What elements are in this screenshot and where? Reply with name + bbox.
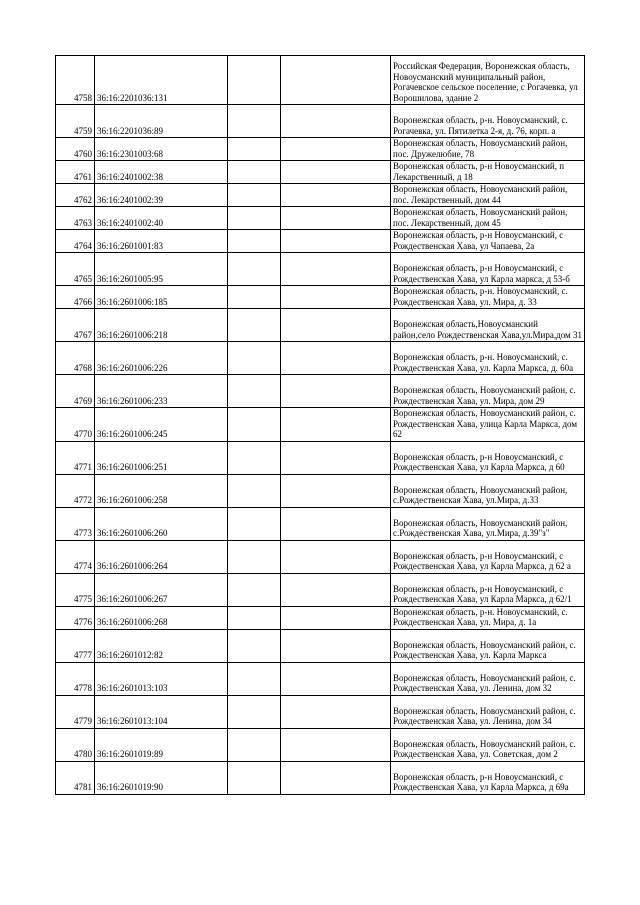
row-number-cell: 4771 <box>56 441 95 474</box>
row-number-cell: 4781 <box>56 761 95 794</box>
cadastral-number-cell: 36:16:2601006:251 <box>95 441 228 474</box>
row-number-cell: 4763 <box>56 207 95 230</box>
table-row <box>56 474 585 507</box>
empty-cell <box>281 342 391 375</box>
table-row <box>56 573 585 606</box>
empty-cell <box>281 56 391 105</box>
row-number-cell: 4761 <box>56 161 95 184</box>
cadastral-number-cell: 36:16:2601006:258 <box>95 474 228 507</box>
cadastral-number-cell: 36:16:2601006:245 <box>95 408 228 442</box>
address-cell: Воронежская область, р-н Новоусманский, с Рождественская Хава, ул Карла Маркса, д 60 <box>391 441 585 474</box>
row-number-cell: 4769 <box>56 375 95 408</box>
table-row <box>56 540 585 573</box>
address-cell: Воронежская область, Новоусманский район, с. Рождественская Хава, ул. Мира, дом 29 <box>391 375 585 408</box>
address-cell: Воронежская область, р-н Новоусманский, с Рождественская Хава, ул Карла Маркса, д 62 а <box>391 540 585 573</box>
empty-cell <box>228 408 281 442</box>
empty-cell <box>228 761 281 794</box>
address-cell: Воронежская область, Новоусманский район, с. Рождественская Хава, ул. Ленина, дом 32 <box>391 662 585 695</box>
cadastral-number-cell: 36:16:2601006:226 <box>95 342 228 375</box>
cadastral-number-cell: 36:16:2401002:40 <box>95 207 228 230</box>
address-cell: Воронежская область, р-н Новоусманский, п Лекарственный, д 18 <box>391 161 585 184</box>
table-row <box>56 728 585 761</box>
cadastral-number-cell: 36:16:2401002:38 <box>95 161 228 184</box>
row-number-cell: 4778 <box>56 662 95 695</box>
row-number-cell: 4764 <box>56 230 95 253</box>
table-row <box>56 375 585 408</box>
row-number-cell: 4774 <box>56 540 95 573</box>
table-row <box>56 184 585 207</box>
cadastral-number-cell: 36:16:2601013:104 <box>95 695 228 728</box>
table-row <box>56 408 585 442</box>
empty-cell <box>281 507 391 540</box>
cadastral-number-cell: 36:16:2601001:83 <box>95 230 228 253</box>
empty-cell <box>228 507 281 540</box>
empty-cell <box>281 286 391 309</box>
table-row <box>56 309 585 342</box>
table-row <box>56 606 585 629</box>
empty-cell <box>228 309 281 342</box>
address-cell: Воронежская область, Новоусманский район, пос. Лекарственный, дом 45 <box>391 207 585 230</box>
table-row <box>56 342 585 375</box>
empty-cell <box>228 474 281 507</box>
address-cell: Воронежская область, Новоусманский район, пос. Дружелюбие, 78 <box>391 138 585 161</box>
empty-cell <box>281 105 391 138</box>
address-cell: Воронежская область, р-н Новоусманский, с Рождественская Хава, ул Карла Маркса, д 62/1 <box>391 573 585 606</box>
row-number-cell: 4766 <box>56 286 95 309</box>
row-number-cell: 4775 <box>56 573 95 606</box>
address-cell: Воронежская область, Новоусманский район, с. Рождественская Хава, ул. Ленина, дом 34 <box>391 695 585 728</box>
empty-cell <box>281 728 391 761</box>
empty-cell <box>281 474 391 507</box>
address-cell: Воронежская область,Новоусманский район,село Рождественская Хава,ул.Мира,дом 31 <box>391 309 585 342</box>
cadastral-number-cell: 36:16:2601006:185 <box>95 286 228 309</box>
address-cell: Воронежская область, Новоусманский район, с.Рождественская Хава, ул.Мира, д.33 <box>391 474 585 507</box>
empty-cell <box>281 629 391 662</box>
row-number-cell: 4779 <box>56 695 95 728</box>
cadastral-number-cell: 36:16:2601012:82 <box>95 629 228 662</box>
address-cell: Российская Федерация, Воронежская область, Новоусманский муниципальный район, Рогачевское сельское поселение, с Рогачевка, ул Ворошилова, здание 2 <box>391 56 585 105</box>
empty-cell <box>228 230 281 253</box>
property-registry-table <box>55 55 585 795</box>
table-row <box>56 761 585 794</box>
empty-cell <box>281 761 391 794</box>
table-row <box>56 56 585 105</box>
empty-cell <box>228 629 281 662</box>
cadastral-number-cell: 36:16:2601006:268 <box>95 606 228 629</box>
empty-cell <box>281 375 391 408</box>
empty-cell <box>228 695 281 728</box>
empty-cell <box>228 573 281 606</box>
table-row <box>56 105 585 138</box>
table-row <box>56 161 585 184</box>
empty-cell <box>281 207 391 230</box>
empty-cell <box>281 138 391 161</box>
cadastral-number-cell: 36:16:2601019:89 <box>95 728 228 761</box>
registry-sheet <box>55 55 584 795</box>
empty-cell <box>228 105 281 138</box>
row-number-cell: 4773 <box>56 507 95 540</box>
address-cell: Воронежская область, р-н Новоусманский, с Рождественская Хава, ул Карла Маркса, д 69а <box>391 761 585 794</box>
cadastral-number-cell: 36:16:2201036:89 <box>95 105 228 138</box>
empty-cell <box>281 540 391 573</box>
table-row <box>56 138 585 161</box>
empty-cell <box>228 606 281 629</box>
empty-cell <box>228 253 281 286</box>
empty-cell <box>281 441 391 474</box>
table-row <box>56 286 585 309</box>
empty-cell <box>281 230 391 253</box>
cadastral-number-cell: 36:16:2301003:68 <box>95 138 228 161</box>
row-number-cell: 4770 <box>56 408 95 442</box>
address-cell: Воронежская область, р-н. Новоусманский, с. Рогачевка, ул. Пятилетка 2-я, д. 76, корп. а <box>391 105 585 138</box>
address-cell: Воронежская область, Новоусманский район, с.Рождественская Хава, ул.Мира, д.39"з" <box>391 507 585 540</box>
row-number-cell: 4772 <box>56 474 95 507</box>
address-cell: Воронежская область, р-н. Новоусманский, с. Рождественская Хава, ул. Мира, д. 1а <box>391 606 585 629</box>
empty-cell <box>281 606 391 629</box>
address-cell: Воронежская область, р-н. Новоусманский, с. Рождественская Хава, ул. Карла Маркса, д. 60а <box>391 342 585 375</box>
row-number-cell: 4777 <box>56 629 95 662</box>
row-number-cell: 4759 <box>56 105 95 138</box>
empty-cell <box>281 184 391 207</box>
cadastral-number-cell: 36:16:2601019:90 <box>95 761 228 794</box>
table-row <box>56 441 585 474</box>
empty-cell <box>281 695 391 728</box>
row-number-cell: 4760 <box>56 138 95 161</box>
table-row <box>56 207 585 230</box>
row-number-cell: 4780 <box>56 728 95 761</box>
table-row <box>56 507 585 540</box>
empty-cell <box>228 207 281 230</box>
empty-cell <box>228 728 281 761</box>
row-number-cell: 4768 <box>56 342 95 375</box>
empty-cell <box>281 161 391 184</box>
cadastral-number-cell: 36:16:2601006:264 <box>95 540 228 573</box>
empty-cell <box>228 138 281 161</box>
empty-cell <box>228 662 281 695</box>
empty-cell <box>281 408 391 442</box>
cadastral-number-cell: 36:16:2601005:95 <box>95 253 228 286</box>
row-number-cell: 4758 <box>56 56 95 105</box>
empty-cell <box>281 573 391 606</box>
cadastral-number-cell: 36:16:2201036:131 <box>95 56 228 105</box>
address-cell: Воронежская область, р-н. Новоусманский, с. Рождественская Хава, ул. Мира, д. 33 <box>391 286 585 309</box>
empty-cell <box>228 441 281 474</box>
address-cell: Воронежская область, р-н Новоусманский, с Рождественская Хава, ул Чапаева, 2а <box>391 230 585 253</box>
row-number-cell: 4762 <box>56 184 95 207</box>
empty-cell <box>281 309 391 342</box>
table-row <box>56 695 585 728</box>
row-number-cell: 4767 <box>56 309 95 342</box>
row-number-cell: 4765 <box>56 253 95 286</box>
table-row <box>56 629 585 662</box>
cadastral-number-cell: 36:16:2601006:267 <box>95 573 228 606</box>
empty-cell <box>228 375 281 408</box>
empty-cell <box>228 184 281 207</box>
address-cell: Воронежская область, Новоусманский район, с. Рождественская Хава, улица Карла Маркса, дом 62 <box>391 408 585 442</box>
cadastral-number-cell: 36:16:2601006:218 <box>95 309 228 342</box>
address-cell: Воронежская область, Новоусманский район, с. Рождественская Хава, ул. Карла Маркса <box>391 629 585 662</box>
cadastral-number-cell: 36:16:2601006:233 <box>95 375 228 408</box>
empty-cell <box>281 662 391 695</box>
empty-cell <box>228 161 281 184</box>
table-row <box>56 662 585 695</box>
cadastral-number-cell: 36:16:2401002:39 <box>95 184 228 207</box>
cadastral-number-cell: 36:16:2601006:260 <box>95 507 228 540</box>
row-number-cell: 4776 <box>56 606 95 629</box>
empty-cell <box>228 286 281 309</box>
empty-cell <box>228 540 281 573</box>
address-cell: Воронежская область, р-н Новоусманский, с Рождественская Хава, ул Карла маркса, д 53-б <box>391 253 585 286</box>
registry-table-body <box>56 56 585 795</box>
address-cell: Воронежская область, Новоусманский район, с. Рождественская Хава, ул. Советская, дом 2 <box>391 728 585 761</box>
table-row <box>56 253 585 286</box>
address-cell: Воронежская область, Новоусманский район, пос. Лекарственный, дом 44 <box>391 184 585 207</box>
cadastral-number-cell: 36:16:2601013:103 <box>95 662 228 695</box>
table-row <box>56 230 585 253</box>
empty-cell <box>228 56 281 105</box>
empty-cell <box>281 253 391 286</box>
empty-cell <box>228 342 281 375</box>
